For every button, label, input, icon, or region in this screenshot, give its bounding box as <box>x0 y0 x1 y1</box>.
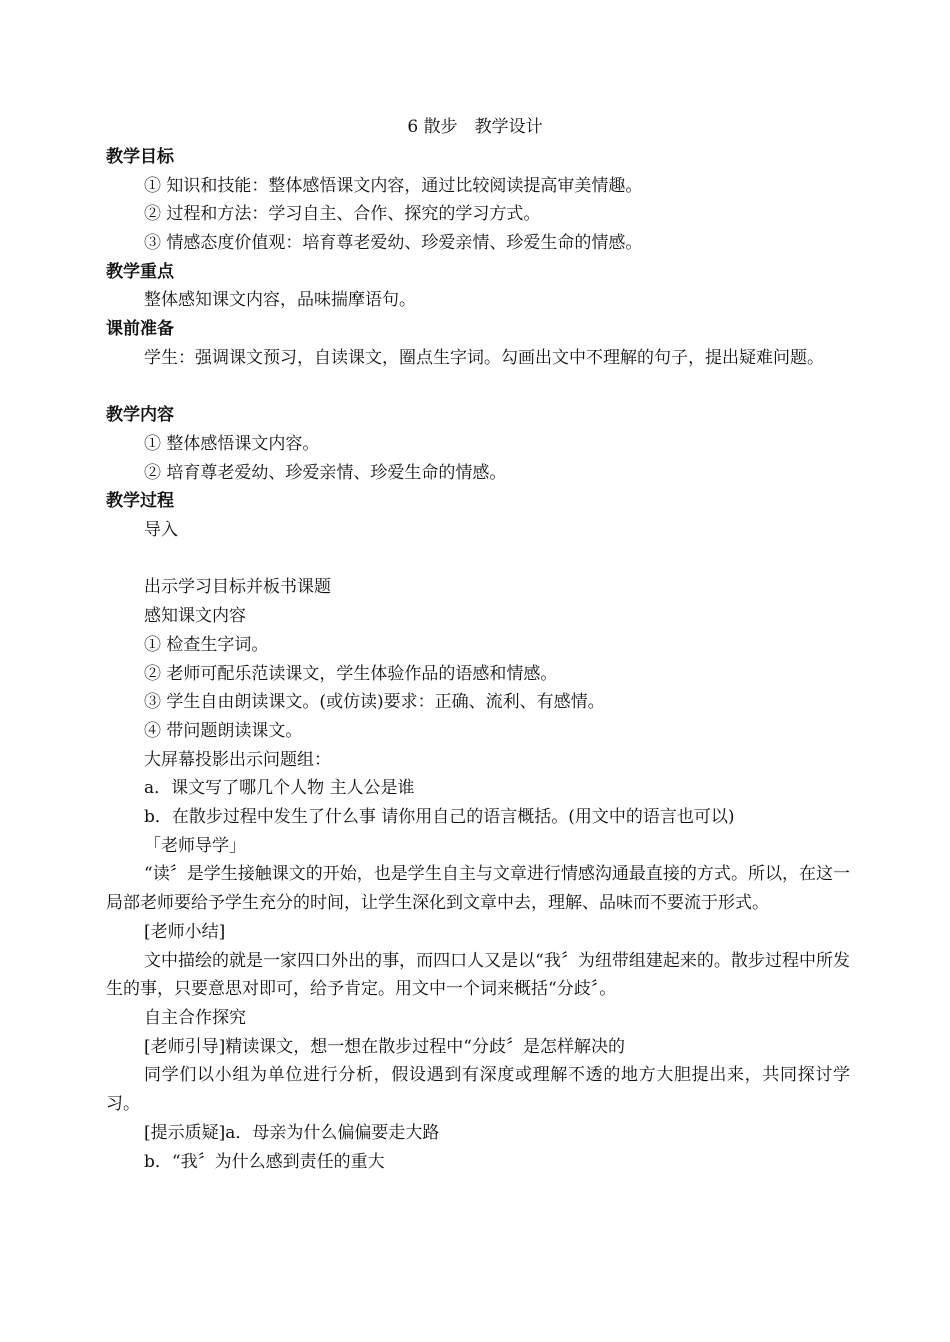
key-points-text: 整体感知课文内容，品味揣摩语句。 <box>144 290 416 311</box>
prep-heading: 课前准备 <box>106 319 174 340</box>
process-heading: 教学过程 <box>106 491 174 512</box>
prep-paragraph: 学生：强调课文预习，自读课文，圈点生字词。勾画出文中不理解的句子，提出疑难问题。 <box>144 347 824 368</box>
perceive-text: 感知课文内容 <box>144 606 246 627</box>
perceive-step: ④ 带问题朗读课文。 <box>144 720 303 741</box>
teacher-guide-label: 「老师导学」 <box>144 835 246 856</box>
hint-a: [提示质疑]a．母亲为什么偏偏要走大路 <box>144 1122 440 1143</box>
show-goals-text: 出示学习目标并板书课题 <box>144 577 331 598</box>
teacher-summary-label: [老师小结] <box>144 921 226 942</box>
perceive-step: ② 老师可配乐范读课文，学生体验作品的语感和情感。 <box>144 663 558 684</box>
teacher-lead-text: [老师引导]精读课文，想一想在散步过程中“分歧〞是怎样解决的 <box>144 1036 625 1057</box>
goal-item: ② 过程和方法：学习自主、合作、探究的学习方式。 <box>144 204 541 225</box>
group-paragraph: 同学们以小组为单位进行分析，假设遇到有深度或理解不透的地方大胆提出来，共同探讨学习。 <box>106 1065 850 1115</box>
document-title: 6 散步 教学设计 <box>407 117 543 137</box>
hint-b: b．“我〞为什么感到责任的重大 <box>144 1151 385 1172</box>
goals-heading: 教学目标 <box>106 147 174 167</box>
perceive-step: ① 检查生字词。 <box>144 634 269 655</box>
content-item: ① 整体感悟课文内容。 <box>144 433 320 454</box>
cooperative-text: 自主合作探究 <box>144 1007 246 1028</box>
content-heading: 教学内容 <box>106 405 174 426</box>
key-points-heading: 教学重点 <box>106 261 174 282</box>
teacher-guide-paragraph: “读〞是学生接触课文的开始，也是学生自主与文章进行情感沟通最直接的方式。所以，在这一局部老师要给予学生充分的时间，让学生深化到文章中去，理解、品味而不要流于形式。 <box>106 864 850 914</box>
content-item: ② 培育尊老爱幼、珍爱亲情、珍爱生命的情感。 <box>144 462 507 483</box>
teacher-summary-paragraph: 文中描绘的就是一家四口外出的事，而四口人又是以“我〞为纽带组建起来的。散步过程中所发生的事，只要意思对即可，给予肯定。用文中一个词来概括“分歧〞。 <box>106 950 850 1000</box>
intro-text: 导入 <box>144 520 178 541</box>
screen-questions-text: 大屏幕投影出示问题组： <box>144 749 331 770</box>
spacer <box>106 373 850 402</box>
document-body <box>106 143 850 1176</box>
goal-item: ① 知识和技能：整体感悟课文内容，通过比较阅读提高审美情趣。 <box>144 175 643 196</box>
question-b: b．在散步过程中发生了什么事 请你用自己的语言概括。(用文中的语言也可以) <box>144 807 735 828</box>
spacer <box>106 545 850 574</box>
question-a: a．课文写了哪几个人物 主人公是谁 <box>144 778 415 799</box>
perceive-step: ③ 学生自由朗读课文。(或仿读)要求：正确、流利、有感情。 <box>144 692 605 713</box>
goal-item: ③ 情感态度价值观：培育尊老爱幼、珍爱亲情、珍爱生命的情感。 <box>144 233 643 254</box>
